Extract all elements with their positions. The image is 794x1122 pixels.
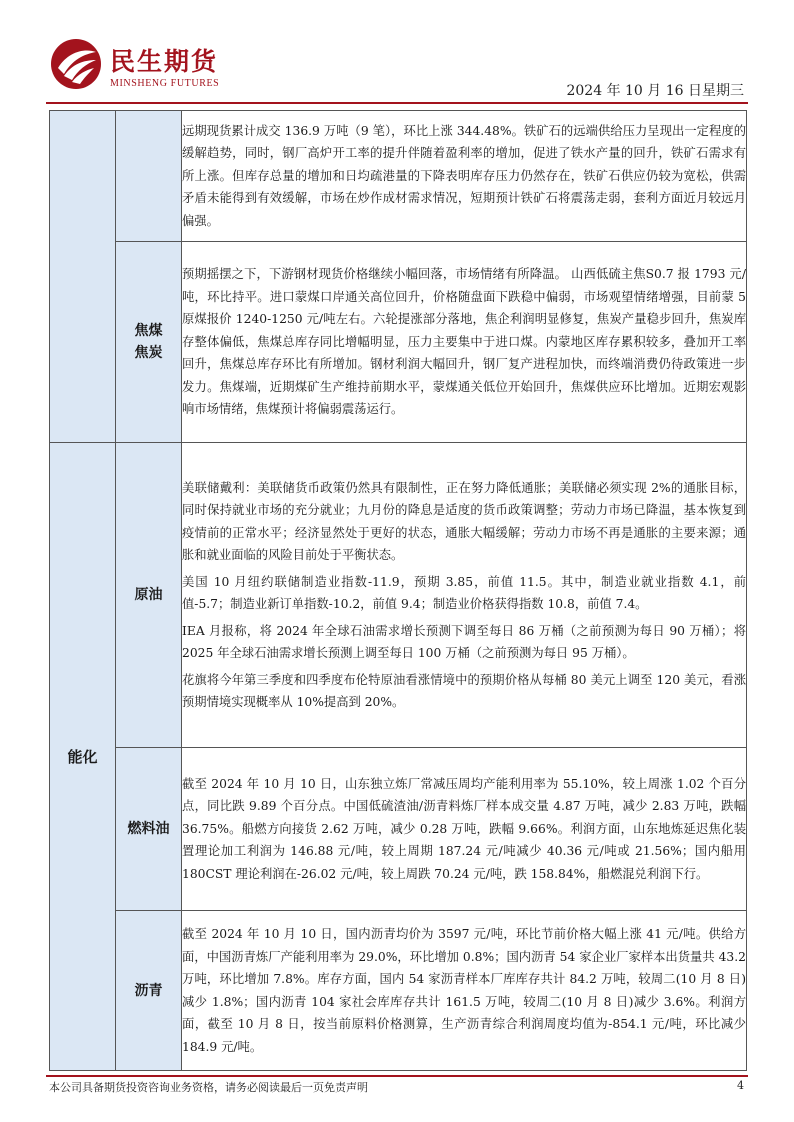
report-date: 2024 年 10 月 16 日星期三 xyxy=(566,83,744,99)
row-coke xyxy=(50,242,747,443)
content-cell-crude xyxy=(182,443,747,748)
footer-divider xyxy=(46,1075,748,1077)
crude-paragraph-citi: 花旗将今年第三季度和四季度布伦特原油看涨情境中的预期价格从每桶 80 美元上调至 120 美元，看涨预期情境实现概率从 10%提高到 20%。 xyxy=(182,672,746,709)
commodity-label-coke: 焦炭 xyxy=(134,345,163,361)
row-asphalt xyxy=(50,911,747,1071)
fuel-oil-paragraph: 截至 2024 年 10 月 10 日，山东独立炼厂常减压周均产能利用率为 55.10%，较上周涨 1.02 个百分点，同比跌 9.89 个百分点。中国低硫渣油/沥青料炼厂样本成交量 4.87 万吨，减少 2.83 万吨，跌幅 36.75%。船燃方向接货 2.62 万吨，减少 0.28 万吨，跌幅 9.66%。利润方面，山东地炼延迟焦化装置理论加工利润为 146.88 元/吨，较上周期 187.24 元/吨减少 40.36 元/吨或 21.56%；国内船用 180CST 理论利润在-26.02 元/吨，较上周跌 70.24 元/吨，跌 158.84%，船燃混兑利润下行。 xyxy=(182,776,746,881)
header-divider xyxy=(46,102,748,104)
commodity-cell-crude: 原油 xyxy=(116,443,182,748)
footer-disclaimer: 本公司具备期货投资咨询业务资格，请务必阅读最后一页免责声明 xyxy=(49,1081,368,1094)
minsheng-logo-icon xyxy=(50,38,102,90)
commodity-cell-coke xyxy=(116,242,182,443)
crude-paragraph-fed: 美联储戴利：美联储货币政策仍然具有限制性，正在努力降低通胀；美联储必须实现 2%的通胀目标，同时保持就业市场的充分就业；九月份的降息是适度的货币政策调整；劳动力市场已降温，基本恢复到疫情前的正常水平；经济显然处于更好的状态，通胀大幅缓解；劳动力市场不再是通胀的主要来源；通胀和就业面临的风险目前处于平衡状态。 xyxy=(182,480,746,562)
page-number: 4 xyxy=(737,1079,744,1092)
content-cell-fuel-oil xyxy=(182,748,747,911)
brand-name-cn: 民生期货 xyxy=(110,47,219,76)
coke-paragraph: 预期摇摆之下，下游钢材现货价格继续小幅回落，市场情绪有所降温。 山西低硫主焦S0.7 报 1793 元/吨，环比持平。进口蒙煤口岸通关高位回升，价格随盘面下跌稳中偏弱，市场观望情绪增强，目前蒙 5 原煤报价 1240-1250 元/吨左右。六轮提涨部分落地，焦企利润明显修复，焦炭产量稳步回升，焦炭库存整体偏低，焦煤总库存同比增幅明显，压力主要集中于进口煤。内蒙地区库存累积较多，叠加开工率回升，焦煤总库存环比有所增加。钢材利润大幅回升，钢厂复产进程加快，而终端消费仍待政策进一步发力。焦煤端，近期煤矿生产维持前期水平，蒙煤通关低位开始回升，焦煤供应环比增加。近期宏观影响市场情绪，焦煤预计将偏弱震荡运行。 xyxy=(182,267,746,417)
brand-name-en: MINSHENG FUTURES xyxy=(110,78,220,89)
commodity-cell-fuel-oil: 燃料油 xyxy=(116,748,182,911)
content-cell-iron-ore xyxy=(182,111,747,242)
content-cell-asphalt xyxy=(182,911,747,1071)
row-fuel-oil xyxy=(50,748,747,911)
commodity-cell-iron-ore xyxy=(116,111,182,242)
sector-cell-energy: 能化 xyxy=(50,443,116,1071)
asphalt-paragraph: 截至 2024 年 10 月 10 日，国内沥青均价为 3597 元/吨，环比节前价格大幅上涨 41 元/吨。供给方面，中国沥青炼厂产能利用率为 29.0%，环比增加 0.8%；国内沥青 54 家企业厂家样本出货量共 43.2 万吨，环比增加 7.8%。库存方面，国内 54 家沥青样本厂库库存共计 84.2 万吨，较周二(10 月 8 日)减少 1.8%；国内沥青 104 家社会库库存共计 161.5 万吨，较周二(10 月 8 日)减少 3.6%。利润方面，截至 10 月 8 日，按当前原料价格测算，生产沥青综合利润周度均值为-854.1 元/吨，环比减少 184.9 元/吨。 xyxy=(182,927,746,1054)
commodity-table xyxy=(49,110,747,1071)
crude-paragraph-iea: IEA 月报称，将 2024 年全球石油需求增长预测下调至每日 86 万桶（之前预测为每日 90 万桶）；将 2025 年全球石油需求增长预测上调至每日 100 万桶（之前预测为每日 95 万桶）。 xyxy=(182,623,746,660)
sector-cell-black xyxy=(50,111,116,443)
commodity-label-coking-coal: 焦煤 xyxy=(134,323,163,339)
content-cell-coke xyxy=(182,242,747,443)
crude-paragraph-ny-fed: 美国 10 月纽约联储制造业指数-11.9，预期 3.85，前值 11.5。其中，制造业就业指数 4.1，前值-5.7；制造业新订单指数-10.2，前值 9.4；制造业价格获得指数 10.8，前值 7.4。 xyxy=(182,574,746,611)
page-header xyxy=(48,38,746,100)
row-crude xyxy=(50,443,747,748)
commodity-cell-asphalt: 沥青 xyxy=(116,911,182,1071)
iron-ore-paragraph: 远期现货累计成交 136.9 万吨（9 笔），环比上涨 344.48%。铁矿石的远端供给压力呈现出一定程度的缓解趋势，同时，钢厂高炉开工率的提升伴随着盈利率的增加，促进了铁水产量的回升，铁矿石需求有所上涨。但库存总量的增加和日均疏港量的下降表明库存压力仍然存在，铁矿石供应仍较为宽松，供需矛盾未能得到有效缓解，市场在炒作成材需求情况，短期预计铁矿石将震荡走弱，套利方面近月较远月偏强。 xyxy=(182,123,746,228)
row-iron-ore xyxy=(50,111,747,242)
